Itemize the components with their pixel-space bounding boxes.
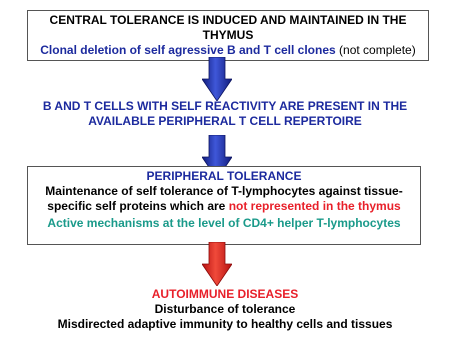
clonal-deletion-text: Clonal deletion of self agressive B and T cell clones (40, 43, 336, 57)
peripheral-tolerance-box (27, 166, 421, 245)
active-mechanisms-text: Active mechanisms at the level of CD4+ helper T-lymphocytes (47, 216, 401, 230)
peripheral-tolerance-title: PERIPHERAL TOLERANCE (146, 169, 302, 183)
down-arrow-icon (202, 242, 232, 286)
misdirected-immunity-text: Misdirected adaptive immunity to healthy cells and tissues (57, 317, 393, 331)
disturbance-text: Disturbance of tolerance (154, 302, 296, 316)
maintenance-text: Maintenance of self tolerance of T-lymphocytes against tissue-specific self proteins which are (45, 184, 403, 213)
autoimmune-section (10, 287, 440, 332)
central-tolerance-box (27, 10, 429, 61)
clonal-deletion-line (28, 43, 428, 58)
clonal-deletion-note: (not complete) (339, 43, 416, 57)
peripheral-repertoire-text: B AND T CELLS WITH SELF REACTIVITY ARE PRESENT IN THE AVAILABLE PERIPHERAL T CELL REPERTOIRE (42, 99, 408, 128)
not-represented-text: not represented in the thymus (228, 199, 401, 213)
down-arrow-icon (202, 57, 232, 101)
maintenance-line (28, 184, 420, 214)
central-tolerance-title: CENTRAL TOLERANCE IS INDUCED AND MAINTAINED IN THE THYMUS (49, 13, 407, 42)
autoimmune-title: AUTOIMMUNE DISEASES (151, 287, 299, 301)
